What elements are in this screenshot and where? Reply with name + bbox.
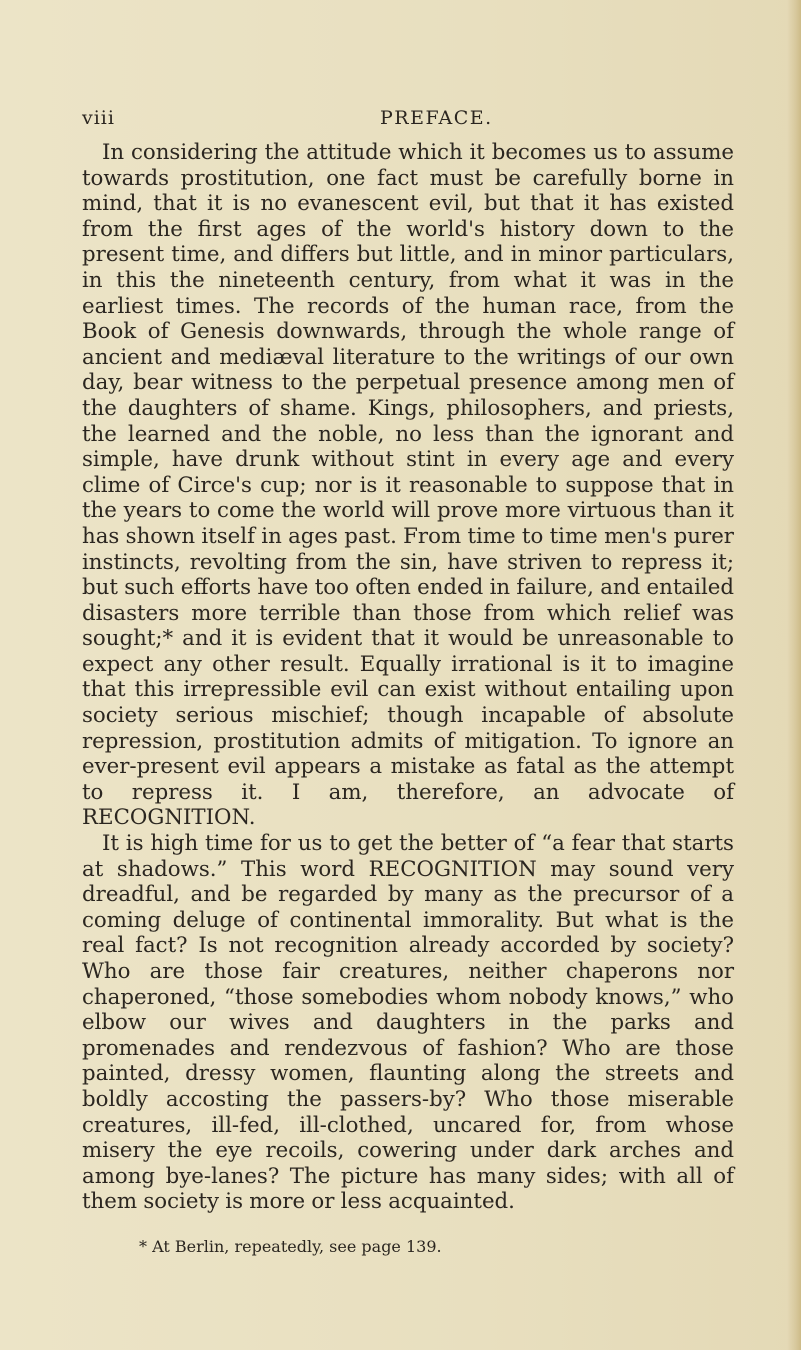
paragraph: It is high time for us to get the better of “a fear that starts at shadows.” This word RECOGNITION may sound very dreadful, and be regarded by many as the precursor of a coming deluge of continental immorality. But what is the real fact? Is not recognition already accorded by society? Who are those fair creatures, neither chaperons nor chaperoned, “those somebodies whom nobody knows,” who elbow our wives and daughters in the parks and promenades and rendezvous of fashion? Who are those painted, dressy women, flaunting along the streets and boldly accosting the passers-by? Who those miserable creatures, ill-fed, ill-clothed, uncared for, from whose misery the eye recoils, cowering under dark arches and among bye-lanes? The picture has many sides; with all of them society is more or less acquainted.	[82, 831, 734, 1215]
page-edge	[787, 0, 801, 1350]
running-head: PREFACE.	[380, 107, 493, 129]
body-text	[82, 140, 734, 1215]
footnote: * At Berlin, repeatedly, see page 139.	[139, 1237, 442, 1256]
page-number: viii	[82, 107, 115, 129]
paragraph: In considering the attitude which it becomes us to assume towards prostitution, one fact must be carefully borne in mind, that it is no evanescent evil, but that it has existed from the first ages of the world's history down to the present time, and differs but little, and in minor particulars, in this the nineteenth century, from what it was in the earliest times. The records of the human race, from the Book of Genesis downwards, through the whole range of ancient and mediæval literature to the writings of our own day, bear witness to the perpetual presence among men of the daughters of shame. Kings, philosophers, and priests, the learned and the noble, no less than the ignorant and simple, have drunk without stint in every age and every clime of Circe's cup; nor is it reasonable to suppose that in the years to come the world will prove more virtuous than it has shown itself in ages past. From time to time men's purer instincts, revolting from the sin, have striven to repress it; but such efforts have too often ended in failure, and entailed disasters more terrible than those from which relief was sought;* and it is evident that it would be unreasonable to expect any other result. Equally irrational is it to imagine that this irrepressible evil can exist without entailing upon society serious mischief; though incapable of absolute repression, prostitution admits of mitigation. To ignore an ever-present evil appears a mistake as fatal as the attempt to repress it. I am, therefore, an advocate of RECOGNITION.	[82, 140, 734, 831]
page-header	[82, 107, 722, 133]
